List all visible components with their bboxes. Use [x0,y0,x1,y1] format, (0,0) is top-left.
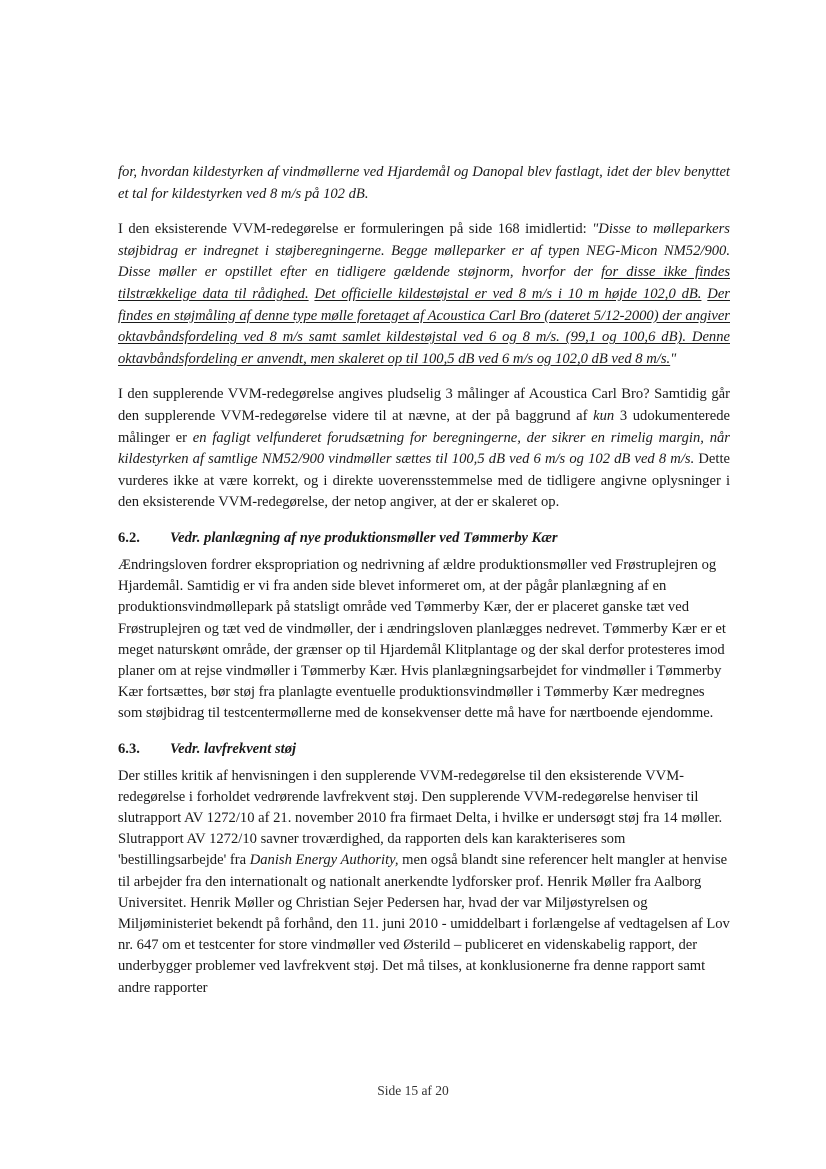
text: Dette vurderes ikke at være korrekt, og i direkte uoverensstemmelse med de tidligere angivne oplysninger i den eksisterende VVM-redegørelse, der netop angiver, at der er skaleret op. [118,451,730,511]
section-heading-6-2 [118,528,730,549]
quote-close: " [670,350,677,367]
section-title: Vedr. lavfrekvent støj [170,740,297,757]
paragraph-section-6-2 [118,555,730,725]
continuation-text: for, hvordan kildestyrken af vindmøllerne ved Hjardemål og Danopal blev fastlagt, idet der blev benyttet et tal for kildestyrken ved 8 m/s på 102 dB. [118,164,730,202]
page-footer [0,1083,826,1099]
quote-underlined-1: for disse ikke findes tilstrækkelige data til rådighed. [118,264,730,302]
text: Der stilles kritik af henvisningen i den supplerende VVM-redegørelse til den eksisterende VVM-redegørelse i forholdet vedrørende lavfrekvent støj. Den supplerende VVM-redegørelse henviser til slutrapport AV 1272/10 af 21. november 2010 fra firmaet Delta, i hvilke er undersøgt støj fra 14 møller. Slutrapport AV 1272/10 savner troværdighed, da rapporten dels kan karakteriseres som 'bestillingsarbejde' fra [118,767,723,869]
section-heading-6-3 [118,739,730,760]
paragraph-continuation [118,162,730,205]
quote-underlined-2: Det officielle kildestøjstal er ved 8 m/s i 10 m højde 102,0 dB. [314,285,702,302]
text: 3 udokumenterede målinger er [118,407,730,446]
section-number: 6.3. [118,740,140,757]
text: I den supplerende VVM-redegørelse angives pludselig 3 målinger af Acoustica Carl Bro? Samtidig går den supplerende VVM-redegørelse videre til at nævne, at der på baggrund af [118,386,730,424]
paragraph-quote-existing-vvm [118,219,730,370]
section-number: 6.2. [118,529,140,546]
intro-text: I den eksisterende VVM-redegørelse er formuleringen på side 168 imidlertid: [118,221,593,238]
document-page [118,162,730,1013]
emph-danish-energy-authority: Danish Energy Authority, [249,852,399,869]
quote-underlined-3: Der findes en støjmåling af denne type mølle foretaget af Acoustica Carl Bro (dateret 5/12-2000) der angiver oktavbåndsfordeling ved 8 m/s samt samlet kildestøjstal ved 6 og 8 m/s. (99,1 og 100,6 dB). Denne oktavbåndsfordeling er anvendt, men skaleret op til 100,5 dB ved 6 m/s og 102,0 dB ved 8 m/s. [118,285,730,367]
quote-text: en fagligt velfunderet forudsætning for beregningerne, der sikrer en rimelig margin, når kildestyrken af samtlige NM52/900 vindmøller sættes til 100,5 dB ved 6 m/s og 102 dB ved 8 m/s. [118,429,730,468]
text: Ændringsloven fordrer ekspropriation og nedrivning af ældre produktionsmøller ved Frøstruplejren og Hjardemål. Samtidig er vi fra anden side blevet informeret om, at der pågår planlægning af en produktionsvindmøllepark på statsligt område ved Tømmerby Kær, der er placeret ganske tæt ved Frøstruplejren og tæt ved de vindmøller, der i ændringsloven planlægges nedrevet. Tømmerby Kær er et meget naturskønt område, der grænser op til Hjardemål Klitplantage og der skal derfor protesteres imod planer om at rejse vindmøller i Tømmerby Kær. Hvis planlægningsarbejdet for vindmøller i Tømmerby Kær fortsættes, bør støj fra planlagte eventuelle produktionsvindmøller i Tømmerby Kær medregnes som støjbidrag til testcentermøllerne med de konsekvenser dette må have for nærtboende ejendomme. [118,556,726,722]
text: men også blandt sine referencer helt mangler at henvise til arbejder fra den internationalt og nationalt anerkendte lydforsker prof. Henrik Møller fra Aalborg Universitet. Henrik Møller og Christian Sejer Pedersen har, hvad der var Miljøstyrelsen og Miljøministeriet bekendt på forhånd, den 11. juni 2010 - umiddelbart i forlængelse af vedtagelsen af Lov nr. 647 om et testcenter for store vindmøller ved Østerild – publiceret en videnskabelig rapport, der underbygger problemer ved lavfrekvent støj. Det må tilses, at konklusionerne fra denne rapport samt andre rapporter [118,852,730,996]
page-number: Side 15 af 20 [377,1083,449,1098]
section-title: Vedr. planlægning af nye produktionsmøller ved Tømmerby Kær [170,529,558,546]
emph-kun: kun [593,407,615,424]
paragraph-section-6-3 [118,766,730,999]
quote-text: "Disse to mølleparkers støjbidrag er indregnet i støjberegningerne. Begge mølleparker er af typen NEG-Micon NM52/900. Disse møller er opstillet efter en tidligere gældende støjnorm, hvorfor der [118,221,730,281]
paragraph-supplementary-vvm [118,384,730,514]
